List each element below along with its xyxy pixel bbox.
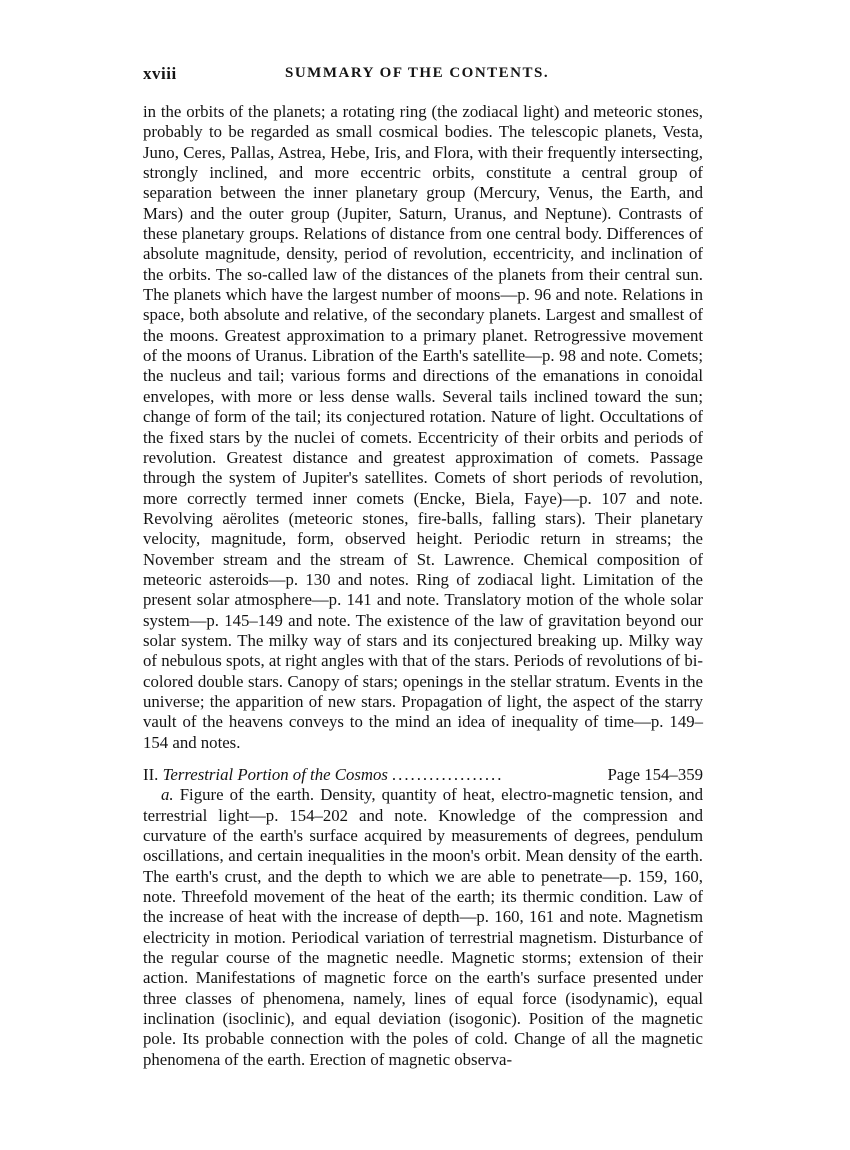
subsection-label: a. xyxy=(161,785,174,805)
page-number: xviii xyxy=(143,64,177,83)
summary-paragraph: in the orbits of the planets; a rotating ring (the zodiacal light) and meteoric stones, probably to be regarded as small cosmical bodies. The telescopic planets, Vesta, Juno, Ceres, Pallas, Astrea, Hebe, Iris, and Flora, with their frequently intersecting, strongly inclined, and more eccentric orbits, constitute a central group of separation between the inner planetary group (Mercury, Venus, the Earth, and Mars) and the outer group (Jupiter, Saturn, Uranus, and Neptune). Contrasts of these planetary groups. Relations of distance from one central body. Differences of absolute magnitude, density, period of revolution, eccentricity, and inclination of the orbits. The so-called law of the distances of the planets from their central sun. The planets which have the largest number of moons—p. 96 and note. Relations in space, both absolute and relative, of the secondary planets. Largest and smallest of the moons. Greatest approximation to a primary planet. Retrogressive movement of the moons of Uranus. Libration of the Earth's satellite—p. 98 and note. Comets; the nucleus and tail; various forms and directions of the emanations in conoidal envelopes, with more or less dense walls. Several tails inclined toward the sun; change of form of the tail; its conjectured rotation. Nature of light. Occultations of the fixed stars by the nuclei of comets. Eccentricity of their orbits and periods of revolution. Greatest distance and greatest approximation of comets. Passage through the system of Jupiter's satellites. Comets of short periods of revolution, more correctly termed inner comets (Encke, Biela, Faye)—p. 107 and note. Revolving aërolites (meteoric stones, fire-balls, falling stars). Their planetary velocity, magnitude, form, observed height. Periodic return in streams; the November stream and the stream of St. Lawrence. Chemical composition of meteoric asteroids—p. 130 and notes. Ring of zodiacal light. Limitation of the present solar atmosphere—p. 141 and note. Translatory motion of the whole solar system—p. 145–149 and note. The existence of the law of gravitation beyond our solar system. The milky way of stars and its conjectured breaking up. Milky way of nebulous spots, at right angles with that of the stars. Periods of revolutions of bi-colored double stars. Canopy of stars; openings in the stellar stratum. Events in the universe; the apparition of new stars. Propagation of light, the aspect of the starry vault of the heavens conveys to the mind an idea of inequality of time—p. 149–154 and notes. xyxy=(143,102,703,752)
dot-leader: .................. xyxy=(391,765,504,784)
subsection-text: Figure of the earth. Density, quantity of heat, electro-magnetic tension, and terrestrial light—p. 154–202 and note. Knowledge of the compression and curvature of the earth's surface acquired by measurements of degrees, pendulum oscillations, and certain inequalities in the moon's orbit. Mean density of the earth. The earth's crust, and the depth to which we are able to penetrate—p. 159, 160, note. Threefold movement of the heat of the earth; its thermic condition. Law of the increase of heat with the increase of depth—p. 160, 161 and note. Magnetism electricity in motion. Periodical variation of terrestrial magnetism. Disturbance of the regular course of the magnetic needle. Magnetic storms; extension of their action. Manifestations of magnetic force on the earth's surface presented under three classes of phenomena, namely, lines of equal force (isodynamic), equal inclination (isoclinic), and equal deviation (isogonic). Position of the magnetic pole. Its probable connection with the poles of cold. Change of all the magnetic phenomena of the earth. Erection of magnetic observa- xyxy=(143,785,703,1069)
running-head: SUMMARY OF THE CONTENTS. xyxy=(285,65,550,81)
page-body xyxy=(143,102,703,1070)
page-header xyxy=(143,64,703,86)
section-heading xyxy=(143,765,703,785)
subsection-paragraph xyxy=(143,785,703,1070)
section-pages: Page 154–359 xyxy=(607,765,703,784)
section-title: Terrestrial Portion of the Cosmos xyxy=(162,765,388,784)
section-number: II. xyxy=(143,765,159,784)
section-label xyxy=(143,765,388,785)
